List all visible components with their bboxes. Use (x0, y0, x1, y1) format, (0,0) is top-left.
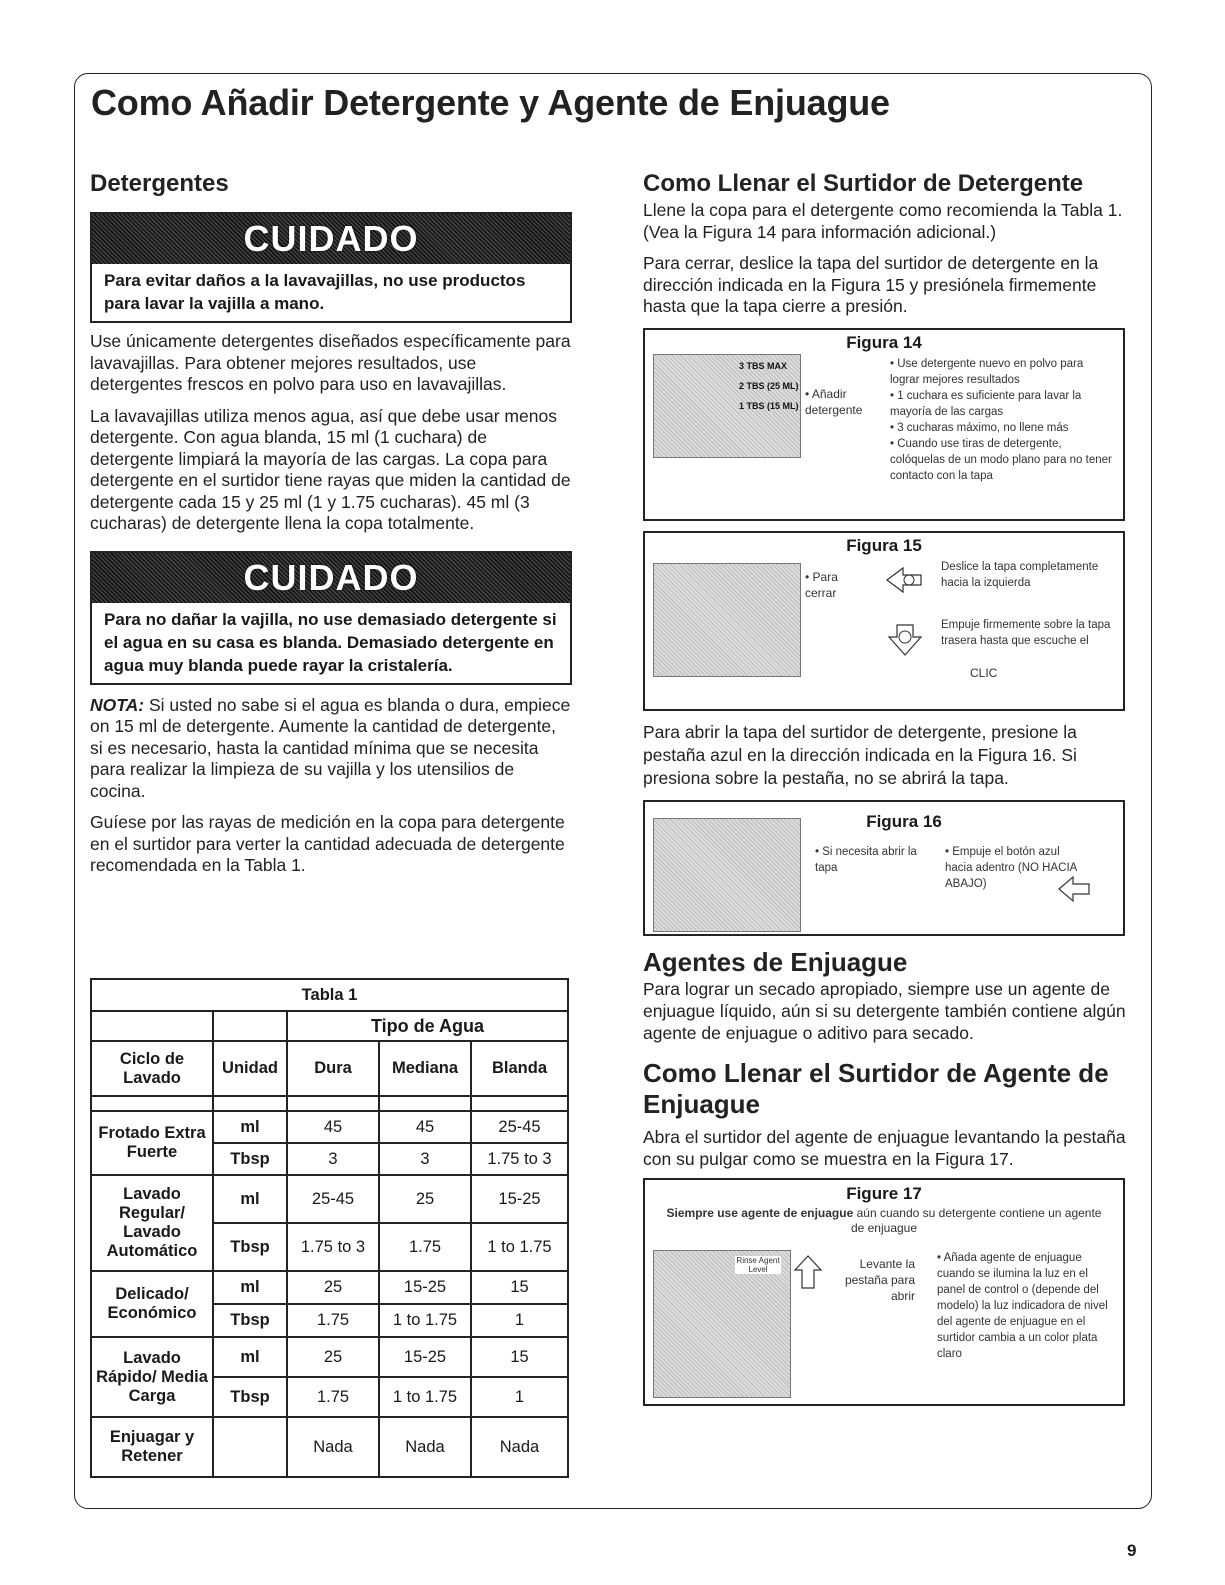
paragraph: Guíese por las rayas de medición en la copa para detergente en el surtidor para verter la cantidad adecuada de detergente recomendada en la Tabla 1. (90, 812, 565, 875)
fill-detergent-heading: Como Llenar el Surtidor de Detergente (643, 170, 1084, 197)
caution-banner (92, 553, 570, 603)
figure-note: • Empuje el botón azul hacia adentro (NO HACIA ABAJO) (945, 845, 1077, 890)
figure-14 (643, 328, 1125, 521)
left-column (90, 170, 572, 877)
figure-note: • 1 cuchara es suficiente para lavar la mayoría de las cargas (890, 389, 1082, 418)
value-cell: 25 (287, 1271, 379, 1304)
caution-label: CUIDADO (243, 556, 419, 598)
paragraph: Abra el surtidor del agente de enjuague levantando la pestaña con su pulgar como se muestra en la Figura 17. (643, 1126, 1126, 1169)
figure-note: • Use detergente nuevo en polvo para lograr mejores resultados (890, 357, 1084, 386)
value-cell: 45 (379, 1111, 471, 1143)
cycle-cell: Enjuagar y Retener (91, 1417, 213, 1477)
empty-cell (213, 1011, 287, 1041)
step-2-text: Empuje firmemente sobre la tapa trasera hasta que escuche el (941, 618, 1111, 647)
cycle-cell: Frotado Extra Fuerte (91, 1111, 213, 1175)
rinse-level-label: Rinse Agent Level (736, 1255, 780, 1274)
figure-notes (890, 356, 1115, 484)
caution-box-2 (90, 551, 572, 685)
paragraph: Para cerrar, deslice la tapa del surtidor de detergente en la dirección indicada en la Figura 15 y presiónela firmemente hasta que la tapa cierre a presión. (643, 253, 1099, 316)
value-cell: 1.75 (287, 1304, 379, 1337)
unit-cell: ml (213, 1111, 287, 1143)
value-cell: 1 to 1.75 (379, 1377, 471, 1417)
value-cell: 15-25 (379, 1271, 471, 1304)
value-cell: 15-25 (379, 1337, 471, 1377)
figure-callout: Levante la pestaña para abrir (844, 1256, 915, 1303)
figure-callout: • Añadir detergente (805, 386, 863, 417)
cycle-cell: Lavado Rápido/ Media Carga (91, 1337, 213, 1417)
col-header-medium: Mediana (379, 1041, 471, 1096)
unit-cell (213, 1417, 287, 1477)
table-row (91, 1111, 568, 1143)
clic-label: CLIC (970, 665, 998, 680)
unit-cell: Tbsp (213, 1143, 287, 1175)
col-header-soft: Blanda (471, 1041, 568, 1096)
value-cell: 15 (471, 1337, 568, 1377)
caution-banner (92, 214, 570, 264)
value-cell: 1.75 (287, 1377, 379, 1417)
value-cell: Nada (379, 1417, 471, 1477)
value-cell: 1 to 1.75 (471, 1223, 568, 1271)
paragraph: Use únicamente detergentes diseñados específicamente para lavavajillas. Para obtener mejores resultados, use detergentes frescos en polvo para uso en lavavajillas. (90, 331, 571, 394)
table-1 (90, 978, 569, 1478)
water-type-header: Tipo de Agua (287, 1011, 568, 1041)
value-cell: 25 (379, 1175, 471, 1223)
figure-title: Figura 14 (846, 332, 922, 352)
table-row (91, 1271, 568, 1304)
rinse-agents-heading: Agentes de Enjuague (643, 946, 908, 977)
caution-box-1 (90, 212, 572, 323)
detergents-heading: Detergentes (90, 170, 229, 197)
value-cell: 1.75 to 3 (287, 1223, 379, 1271)
paragraph: La lavavajillas utiliza menos agua, así que debe usar menos detergente. Con agua blanda, 15 ml (1 cuchara) de detergente limpiará la mayoría de las cargas. La copa para detergente en el surtidor tiene rayas que miden la cantidad de detergente cada 15 y 25 ml (1 y 1.75 cucharas). 45 ml (3 cucharas) de detergente llena la copa totalmente. (90, 405, 571, 533)
figure-note: • Añada agente de enjuague cuando se ilumina la luz en el panel de control o (depende del modelo) la luz indicadora de nivel del agente de enjuague en el surtidor cambia a un color plata claro (937, 1251, 1108, 1360)
value-cell: Nada (471, 1417, 568, 1477)
paragraph: Para lograr un secado apropiado, siempre use un agente de enjuague líquido, aún si su detergente también contiene algún agente de enjuague o aditivo para secado. (643, 978, 1126, 1043)
cycle-cell: Delicado/ Económico (91, 1271, 213, 1337)
col-header-hard: Dura (287, 1041, 379, 1096)
value-cell: 1.75 (379, 1223, 471, 1271)
figure-title: Figure 17 (846, 1183, 922, 1203)
unit-cell: Tbsp (213, 1377, 287, 1417)
unit-cell: Tbsp (213, 1304, 287, 1337)
press-arrow-icon (887, 623, 923, 657)
figure-note: • 3 cucharas máximo, no llene más (890, 421, 1069, 434)
note-label: NOTA: (90, 694, 145, 715)
measure-mark: 2 TBS (25 ML) (739, 380, 799, 391)
fill-rinse-heading: Como Llenar el Surtidor de Agente de Enjuague (643, 1057, 1109, 1119)
value-cell: 25 (287, 1337, 379, 1377)
value-cell: 15-25 (471, 1175, 568, 1223)
paragraph: Para abrir la tapa del surtidor de detergente, presione la pestaña azul en la dirección indicada en la Figura 16. Si presiona sobre la pestaña, no se abrirá la tapa. (643, 721, 1077, 788)
value-cell: Nada (287, 1417, 379, 1477)
value-cell: 1 (471, 1304, 568, 1337)
value-cell: 25-45 (471, 1111, 568, 1143)
measure-mark: 1 TBS (15 ML) (739, 400, 799, 411)
figure-note: • Cuando use tiras de detergente, colóquelas de un modo plano para no tener contacto con la tapa (890, 437, 1112, 482)
col-header-cycle: Ciclo de Lavado (91, 1041, 213, 1096)
figure-callout: • Para cerrar (805, 569, 838, 600)
push-arrow-icon (1057, 874, 1093, 904)
value-cell: 1.75 to 3 (471, 1143, 568, 1175)
figure-title: Figura 15 (846, 535, 922, 555)
figure-callout: • Si necesita abrir la tapa (815, 845, 917, 874)
lift-arrow-icon (793, 1254, 823, 1290)
col-header-unit: Unidad (213, 1041, 287, 1096)
dispenser-image (653, 563, 801, 677)
note-paragraph (90, 695, 572, 803)
page-title: Como Añadir Detergente y Agente de Enjuague (91, 82, 890, 123)
figure-17 (643, 1178, 1125, 1406)
cycle-cell: Lavado Regular/ Lavado Automático (91, 1175, 213, 1271)
value-cell: 3 (287, 1143, 379, 1175)
measure-marks (739, 356, 799, 416)
right-column (643, 170, 1133, 1406)
figure-title: Figura 16 (866, 811, 942, 831)
figure-15 (643, 531, 1125, 711)
table-row (91, 1337, 568, 1377)
value-cell: 3 (379, 1143, 471, 1175)
value-cell: 1 to 1.75 (379, 1304, 471, 1337)
empty-cell (91, 1011, 213, 1041)
subtitle-bold: Siempre use agente de enjuague (666, 1205, 854, 1220)
measure-mark: 3 TBS MAX (739, 360, 788, 371)
figure-subtitle (665, 1206, 1103, 1236)
value-cell: 25-45 (287, 1175, 379, 1223)
unit-cell: ml (213, 1271, 287, 1304)
figure-16 (643, 800, 1125, 936)
value-cell: 15 (471, 1271, 568, 1304)
unit-cell: ml (213, 1175, 287, 1223)
note-text: Si usted no sabe si el agua es blanda o dura, empiece on 15 ml de detergente. Aumente la cantidad de detergente, si es necesario, hasta la cantidad mínima que se necesita para realizar la limpieza de su vajilla y los utensilios de cocina. (90, 694, 571, 801)
caution-text: Para no dañar la vajilla, no use demasiado detergente si el agua en su casa es blanda. Demasiado detergente en agua muy blanda puede rayar la cristalería. (104, 609, 557, 675)
unit-cell: Tbsp (213, 1223, 287, 1271)
step-1-text: Deslice la tapa completamente hacia la izquierda (941, 560, 1099, 589)
dispenser-image (653, 818, 801, 932)
table-row (91, 1175, 568, 1223)
unit-cell: ml (213, 1337, 287, 1377)
caution-text: Para evitar daños a la lavavajillas, no use productos para lavar la vajilla a mano. (104, 271, 526, 313)
value-cell: 1 (471, 1377, 568, 1417)
page-number: 9 (1127, 1541, 1137, 1560)
slide-arrow-icon (885, 565, 925, 595)
table-caption: Tabla 1 (91, 979, 568, 1011)
value-cell: 45 (287, 1111, 379, 1143)
subtitle-rest: aún cuando su detergente contiene un agente de enjuague (850, 1205, 1102, 1235)
table-row (91, 1417, 568, 1477)
paragraph: Llene la copa para el detergente como recomienda la Tabla 1. (Vea la Figura 14 para información adicional.) (643, 200, 1123, 242)
caution-label: CUIDADO (243, 218, 419, 259)
